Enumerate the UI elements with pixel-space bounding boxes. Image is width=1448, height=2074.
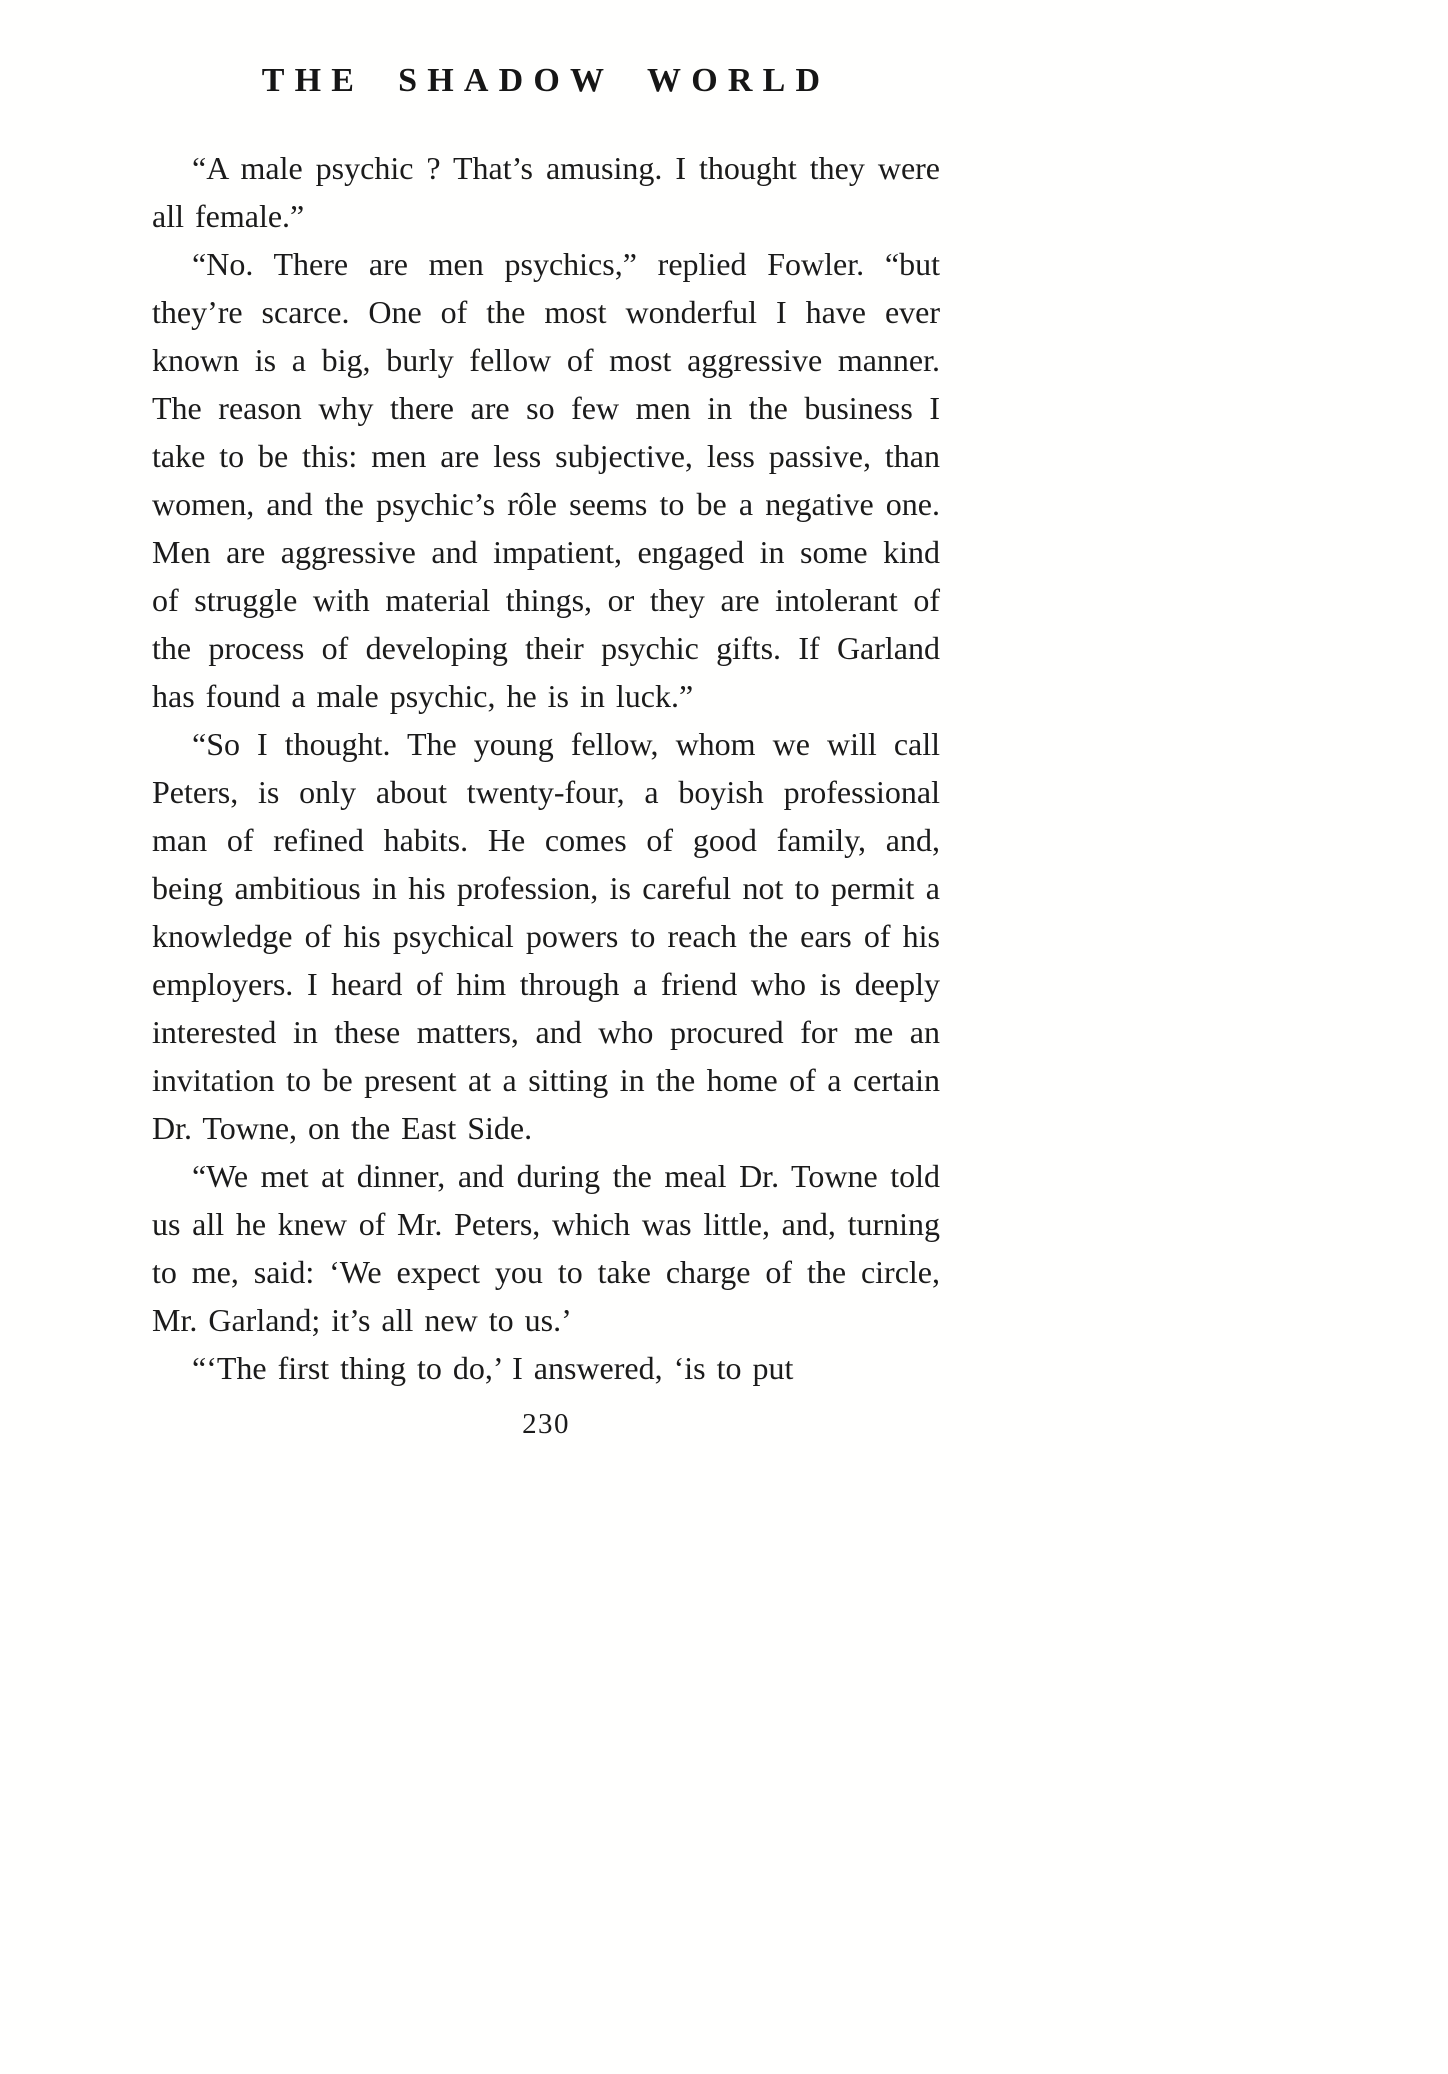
- paragraph: “No. There are men psychics,” replied Fowler. “but they’re scarce. One of the most wonderful I have ever known is a big, burly fellow of most aggressive manner. The reason why there are so few men in the business I take to be this: men are less subjective, less passive, than women, and the psychic’s rôle seems to be a negative one. Men are aggressive and impatient, engaged in some kind of struggle with material things, or they are intolerant of the process of developing their psychic gifts. If Garland has found a male psychic, he is in luck.”: [152, 246, 940, 714]
- paragraph: “‘The first thing to do,’ I answered, ‘is to put: [192, 1350, 794, 1386]
- paragraph: “So I thought. The young fellow, whom we will call Peters, is only about twenty-four, a boyish professional man of refined habits. He comes of good family, and, being ambitious in his profession, is careful not to permit a knowledge of his psychical powers to reach the ears of his employers. I heard of him through a friend who is deeply interested in these matters, and who procured for me an invitation to be present at a sitting in the home of a certain Dr. Towne, on the East Side.: [152, 726, 940, 1146]
- page-content: [152, 62, 940, 1441]
- body-text: [152, 144, 940, 1392]
- running-head-title: THE SHADOW WORLD: [261, 62, 831, 99]
- paragraph: “A male psychic ? That’s amusing. I thought they were all female.”: [152, 150, 940, 234]
- page-number: 230: [522, 1408, 570, 1440]
- paragraph: “We met at dinner, and during the meal Dr. Towne told us all he knew of Mr. Peters, which was little, and, turning to me, said: ‘We expect you to take charge of the circle, Mr. Garland; it’s all new to us.’: [152, 1158, 940, 1338]
